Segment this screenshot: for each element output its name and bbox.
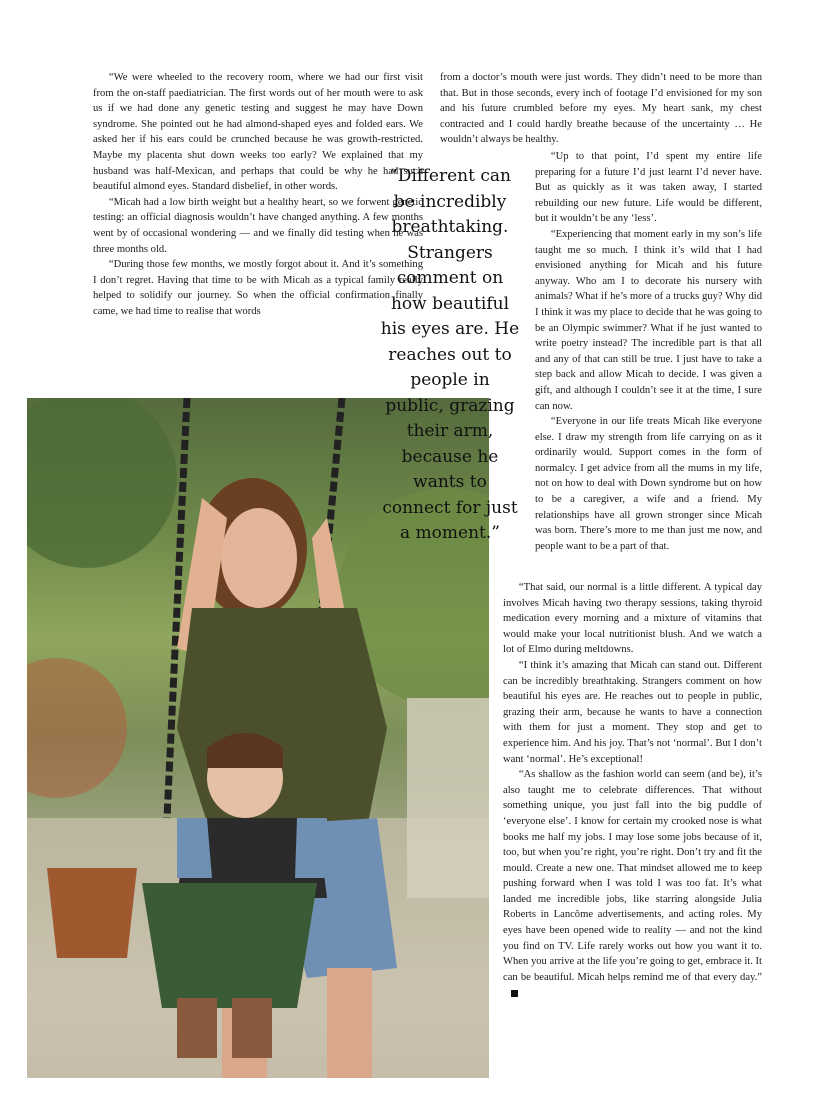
article-column-right-top <box>440 70 762 148</box>
article-paragraph: from a doctor’s mouth were just words. They didn’t need to be more than that. But in those seconds, every inch of footage I’d envisioned for my son and his future crumbled before my eyes. My heart sank, my chest contracted and I could hardly breathe because of the uncertainty … He wouldn’t always be healthy. <box>440 72 762 146</box>
article-column-right-bottom <box>503 580 762 1001</box>
article-paragraph: “That said, our normal is a little different. A typical day involves Micah having two therapy sessions, taking thyroid medication every morning and a mixture of vitamins that would make your local nutritionist blush. And we watch a lot of Elmo during meltdowns. <box>503 582 762 656</box>
end-of-article-mark <box>511 990 518 997</box>
article-paragraph: “Experiencing that moment early in my son’s life taught me so much. I think it’s wild that I had envisioned anything for Micah and his future anyway. Who am I to decorate his nursery with animals? What if he’s more of a trucks guy? Why did I think it was my place to decide that he was going to be an Olympic swimmer? What if he just wanted to write poetry instead? The incredible part is that all and any of that can still be true. I just have to take a step back and allow Micah to decide. I was given a gift, and although I couldn’t see it at the time, I sure can now. <box>535 228 762 412</box>
article-column-left-top <box>93 70 423 320</box>
article-paragraph: “We were wheeled to the recovery room, where we had our first visit from the on-staff paediatrician. The first words out of her mouth were to ask us if we had done any genetic testing and suggest he may have Down syndrome. She pointed out he had almond-shaped eyes and folded ears. We asked her if his ears could be crunched because he was growth-restricted. Maybe my placenta shut down weeks too early? We explained that my husband was half-Mexican, and perhaps that could be why he had such beautiful almond eyes. Standard disbelief, in other words. <box>93 72 423 193</box>
article-paragraph: “During those few months, we mostly forgot about it. And it’s something I don’t regret. Having that time to be with Micah as a typical family really helped to solidify our journey. So when the official confirmation finally came, we had time to realise that words <box>93 259 423 317</box>
article-paragraph <box>503 767 762 1001</box>
article-paragraph: “Everyone in our life treats Micah like everyone else. I draw my strength from life carrying on as it ordinarily would. Support comes in the form of normalcy. I get advice from all the mums in my life, not on how to deal with Down syndrome but on how to be a caregiver, a wife and a friend. My relationships have all grown stronger since Micah was born. There’s more to me than just me now, and people want to be a part of that. <box>535 416 762 552</box>
pull-quote: “Different can be incredibly breathtaking. Strangers comment on how beautiful his eyes are. He reaches out to people in public, grazing their arm, because he wants to connect for just a moment.” <box>380 166 520 543</box>
article-column-right-middle <box>535 149 762 554</box>
article-paragraph: “Up to that point, I’d spent my entire life preparing for a future I’d just learnt I’d never have. But as quickly as it was taken away, I started rebuilding our new future. Life would be different, but it wouldn’t be any ‘less’. <box>535 151 762 225</box>
article-paragraph-text: “As shallow as the fashion world can seem (and be), it’s also taught me to celebrate differences. That without something unique, you just fall into the big puddle of ‘everyone else’. I know for certain my crooked nose is what books me half my jobs. I may lose some jobs because of it, too, but when you’re right, you’re right. Don’t try and fit the mould. Create a new one. That mindset allowed me to keep pushing forward when I was told I was too fat. It’s what landed me incredible jobs, like starring alongside Julia Roberts in Lancôme advertisements, and acting roles. My eyes have been opened wide to reality — and not the kind you find on TV. Life rarely works out how you want it to. When you arrive at the life you’re going to get, embrace it. It can be beautiful. Micah helps remind me of that every day.” <box>503 769 762 983</box>
article-paragraph: “I think it’s amazing that Micah can stand out. Different can be incredibly breathtaking. Strangers comment on how beautiful his eyes are. He reaches out to people in public, grazing their arm, because he wants to have a connection with them for just a moment. They stop and get to experience him. And his joy. That’s not ‘normal’. But I don’t want ‘normal’. He’s exceptional! <box>503 659 762 765</box>
article-paragraph: “Micah had a low birth weight but a healthy heart, so we forwent genetic testing: an official diagnosis wouldn’t have changed anything. A few months went by of occasional wondering — and we finally did testing when he was three months old. <box>93 196 423 255</box>
